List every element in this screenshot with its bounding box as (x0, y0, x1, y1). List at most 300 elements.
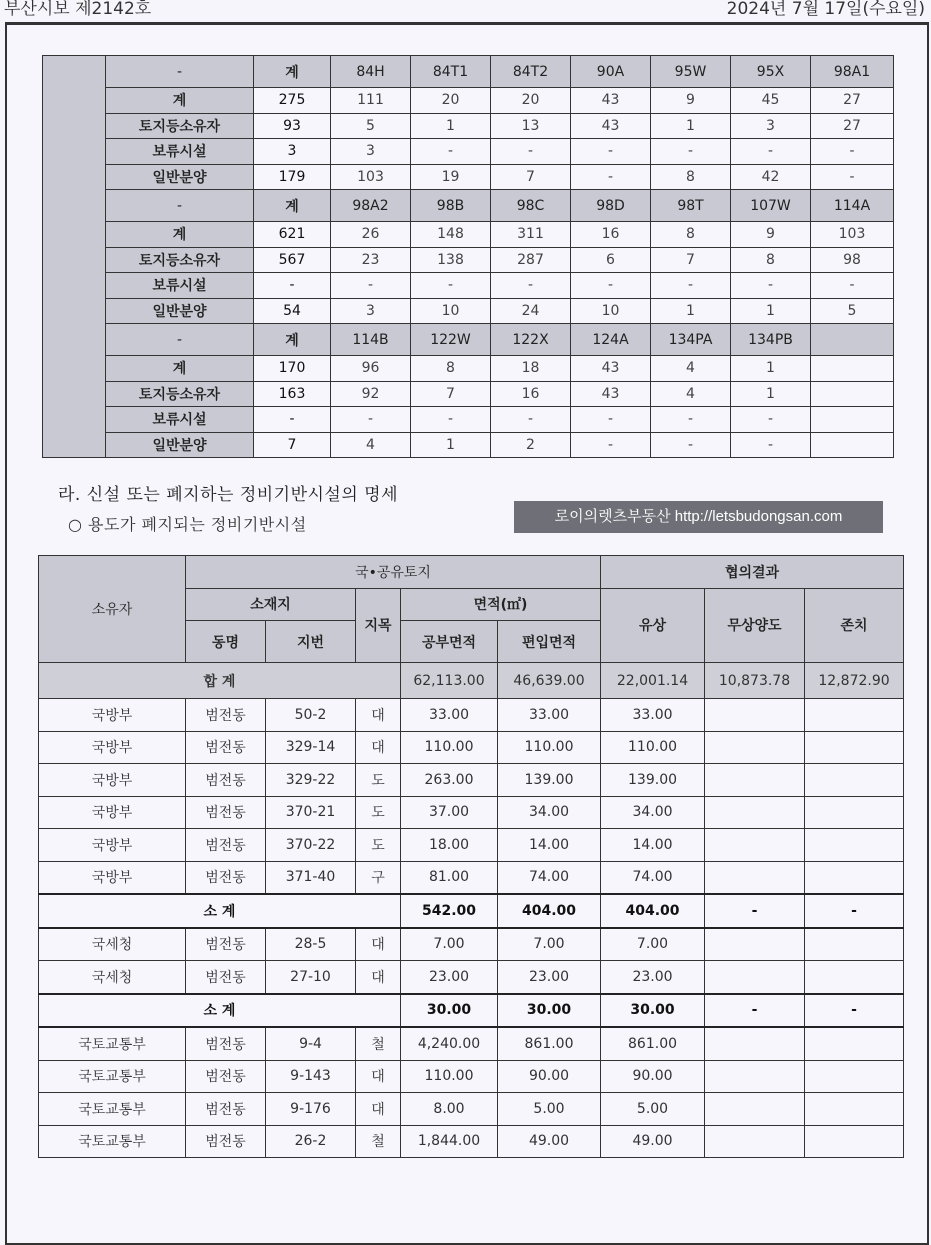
table-cell: 4,240.00 (401, 1027, 498, 1060)
table-cell: 49.00 (498, 1125, 601, 1158)
column-header: 122X (491, 324, 571, 356)
header-free-transfer: 무상양도 (705, 588, 805, 663)
table-cell: 국토교통부 (39, 1060, 186, 1093)
table-cell: 18.00 (401, 829, 498, 862)
table-cell: 43 (571, 356, 651, 382)
row-total-cell: 7 (254, 432, 331, 458)
table-cell: 대 (356, 699, 401, 732)
column-header: 98A1 (811, 56, 894, 88)
row-label: 계 (106, 356, 254, 382)
table-cell: 13 (491, 113, 571, 139)
column-header: 계 (254, 324, 331, 356)
table-row (43, 432, 894, 458)
table-cell: 범전동 (186, 1027, 266, 1060)
table-row (39, 928, 904, 961)
row-label: 계 (106, 222, 254, 248)
table-cell: - (805, 894, 904, 928)
table-cell: - (571, 407, 651, 433)
table-row (43, 381, 894, 407)
table-row (39, 764, 904, 797)
section-subtitle: ○ 용도가 폐지되는 정비기반시설 (68, 515, 307, 534)
table-cell: 구 (356, 861, 401, 894)
column-header: 122W (411, 324, 491, 356)
table-cell: 6 (571, 247, 651, 273)
header-public-land: 국•공유토지 (186, 556, 601, 589)
table-cell: 43 (571, 88, 651, 114)
table-cell (705, 829, 805, 862)
table-cell: 404.00 (601, 894, 705, 928)
table-cell: 370-21 (266, 796, 356, 829)
row-total-cell: 567 (254, 247, 331, 273)
table-cell: 철 (356, 1125, 401, 1158)
total-paid: 22,001.14 (601, 663, 705, 699)
table-cell: - (571, 273, 651, 299)
header-dong: 동명 (186, 621, 266, 663)
table-cell: 1 (651, 113, 731, 139)
table-cell: 8 (731, 247, 811, 273)
row-total-cell: 170 (254, 356, 331, 382)
table-cell (705, 961, 805, 994)
table-cell: 9-176 (266, 1093, 356, 1126)
column-header: 98A2 (331, 190, 411, 222)
table-cell (705, 928, 805, 961)
table-cell: - (731, 432, 811, 458)
column-header: 134PB (731, 324, 811, 356)
table-cell: 7 (411, 381, 491, 407)
table-cell: 5.00 (498, 1093, 601, 1126)
table-cell: 범전동 (186, 1060, 266, 1093)
table-cell: 4 (651, 381, 731, 407)
table-cell: 대 (356, 1060, 401, 1093)
header-lot: 지번 (266, 621, 356, 663)
row-total-cell: - (254, 407, 331, 433)
row-total-cell: 621 (254, 222, 331, 248)
table-cell: - (705, 994, 805, 1028)
table-cell (805, 764, 904, 797)
table-row (39, 1093, 904, 1126)
table-cell: 5 (331, 113, 411, 139)
total-free-transfer: 10,873.78 (705, 663, 805, 699)
table-cell: 도 (356, 796, 401, 829)
table-cell: 범전동 (186, 764, 266, 797)
table-cell (811, 381, 894, 407)
table-cell: 110.00 (401, 731, 498, 764)
table-cell: 26-2 (266, 1125, 356, 1158)
row-total-cell: 3 (254, 139, 331, 165)
table-cell: 90.00 (601, 1060, 705, 1093)
table-cell: 대 (356, 961, 401, 994)
table-cell: 74.00 (498, 861, 601, 894)
table-cell: 404.00 (498, 894, 601, 928)
table-cell: - (651, 273, 731, 299)
table-cell: 33.00 (601, 699, 705, 732)
table-cell: 16 (491, 381, 571, 407)
subtotal-label: 소 계 (39, 994, 401, 1028)
table-cell: 국토교통부 (39, 1125, 186, 1158)
row-total-cell: 275 (254, 88, 331, 114)
table-cell: 1 (411, 113, 491, 139)
table-cell: 14.00 (601, 829, 705, 862)
table-cell: 국방부 (39, 861, 186, 894)
table-cell: 34.00 (601, 796, 705, 829)
table-row (43, 273, 894, 299)
table-cell: 대 (356, 731, 401, 764)
table-cell (705, 764, 805, 797)
table-cell: - (571, 432, 651, 458)
table-cell: 7 (651, 247, 731, 273)
table-cell: 9 (731, 222, 811, 248)
table-cell: - (731, 407, 811, 433)
table-cell: 범전동 (186, 928, 266, 961)
table-cell (805, 796, 904, 829)
table-row (39, 796, 904, 829)
column-header: 98T (651, 190, 731, 222)
table-cell: 7.00 (498, 928, 601, 961)
header-owner: 소유자 (39, 556, 186, 663)
table-cell: 138 (411, 247, 491, 273)
table-cell: 19 (411, 164, 491, 190)
table-cell: 42 (731, 164, 811, 190)
table-cell (805, 1027, 904, 1060)
column-header: 84H (331, 56, 411, 88)
row-total-cell: 179 (254, 164, 331, 190)
table-cell: 국토교통부 (39, 1027, 186, 1060)
table-cell: 국토교통부 (39, 1093, 186, 1126)
header-land-type: 지목 (356, 588, 401, 663)
column-header: 107W (731, 190, 811, 222)
table-cell: 국세청 (39, 928, 186, 961)
table-cell (705, 1125, 805, 1158)
table-cell: 27 (811, 113, 894, 139)
table-cell: 43 (571, 113, 651, 139)
table-cell: 도 (356, 829, 401, 862)
publication-number: 부산시보 제2142호 (4, 0, 152, 19)
table-cell: 311 (491, 222, 571, 248)
table-cell: - (571, 164, 651, 190)
table-row (43, 88, 894, 114)
column-header: 134PA (651, 324, 731, 356)
table-cell: - (491, 407, 571, 433)
blank-column (43, 56, 106, 458)
table-cell: 10 (411, 298, 491, 324)
table-cell: 4 (651, 356, 731, 382)
table-cell: - (491, 139, 571, 165)
table-cell: 대 (356, 928, 401, 961)
table-cell (805, 1093, 904, 1126)
table-cell: 범전동 (186, 861, 266, 894)
header-included-area: 편입면적 (498, 621, 601, 663)
column-header: 95X (731, 56, 811, 88)
table-cell: 27-10 (266, 961, 356, 994)
total-official-area: 62,113.00 (401, 663, 498, 699)
subtotal-label: 소 계 (39, 894, 401, 928)
table-cell (805, 829, 904, 862)
table-cell: 263.00 (401, 764, 498, 797)
table-cell (705, 699, 805, 732)
row-total-cell: - (254, 273, 331, 299)
table-cell: 30.00 (401, 994, 498, 1028)
table-cell: 대 (356, 1093, 401, 1126)
table-cell: 111 (331, 88, 411, 114)
table-cell: 98 (811, 247, 894, 273)
table-cell: - (571, 139, 651, 165)
table-cell: 110.00 (401, 1060, 498, 1093)
table-cell: - (805, 994, 904, 1028)
table-cell: 370-22 (266, 829, 356, 862)
table-cell: 28-5 (266, 928, 356, 961)
table-cell (705, 861, 805, 894)
row-label-header: - (106, 324, 254, 356)
table-cell: 3 (331, 298, 411, 324)
table-cell (705, 1060, 805, 1093)
table-cell: 30.00 (498, 994, 601, 1028)
column-header: 84T1 (411, 56, 491, 88)
table-cell: 103 (331, 164, 411, 190)
table-cell: 국방부 (39, 796, 186, 829)
table-cell: 81.00 (401, 861, 498, 894)
column-header: 114B (331, 324, 411, 356)
table-cell (805, 928, 904, 961)
table-cell: 96 (331, 356, 411, 382)
table-cell: 철 (356, 1027, 401, 1060)
table-cell: - (731, 139, 811, 165)
table-cell: 3 (331, 139, 411, 165)
column-header: 95W (651, 56, 731, 88)
row-label: 보류시설 (106, 273, 254, 299)
table-cell: - (811, 164, 894, 190)
table-cell: 9 (651, 88, 731, 114)
header-location: 소재지 (186, 588, 356, 621)
total-retained: 12,872.90 (805, 663, 904, 699)
table-cell: 329-22 (266, 764, 356, 797)
table-cell (805, 699, 904, 732)
row-total-cell: 163 (254, 381, 331, 407)
row-label: 일반분양 (106, 164, 254, 190)
row-label: 토지등소유자 (106, 113, 254, 139)
table-cell: 2 (491, 432, 571, 458)
table-cell: 7.00 (601, 928, 705, 961)
section-header-row (43, 324, 894, 356)
table-cell (805, 861, 904, 894)
column-header: 98D (571, 190, 651, 222)
table-cell (805, 1125, 904, 1158)
column-header (811, 324, 894, 356)
table-cell: 861.00 (601, 1027, 705, 1060)
table-cell: 16 (571, 222, 651, 248)
row-label-header: - (106, 56, 254, 88)
column-header: 계 (254, 190, 331, 222)
table-row (43, 247, 894, 273)
table-cell: 3 (731, 113, 811, 139)
table-cell: 7 (491, 164, 571, 190)
table-cell (811, 356, 894, 382)
row-total-cell: 93 (254, 113, 331, 139)
table-cell: 49.00 (601, 1125, 705, 1158)
column-header: 계 (254, 56, 331, 88)
table-cell: 542.00 (401, 894, 498, 928)
table-row (43, 164, 894, 190)
table-cell (805, 1060, 904, 1093)
table-row (39, 1125, 904, 1158)
table-cell: 9-4 (266, 1027, 356, 1060)
table-cell: 1 (731, 298, 811, 324)
row-total-cell: 54 (254, 298, 331, 324)
table-row (39, 829, 904, 862)
table-cell: 범전동 (186, 1093, 266, 1126)
header-retained: 존치 (805, 588, 904, 663)
table-cell: 90.00 (498, 1060, 601, 1093)
table-row (39, 861, 904, 894)
table-cell: - (331, 273, 411, 299)
table-cell: 범전동 (186, 731, 266, 764)
column-header: 124A (571, 324, 651, 356)
table-cell: 1 (411, 432, 491, 458)
table-cell: - (811, 139, 894, 165)
table-row (39, 961, 904, 994)
table-cell: 7.00 (401, 928, 498, 961)
table-cell: 20 (411, 88, 491, 114)
table-cell: 23.00 (601, 961, 705, 994)
table-cell: 범전동 (186, 699, 266, 732)
subtotal-row (39, 894, 904, 928)
grand-total-label: 합 계 (39, 663, 401, 699)
table-cell: 34.00 (498, 796, 601, 829)
table-cell: - (651, 139, 731, 165)
table-cell: - (411, 407, 491, 433)
table-cell: 8 (651, 222, 731, 248)
section-header-row (43, 56, 894, 88)
table-cell: 국방부 (39, 731, 186, 764)
table-cell (705, 731, 805, 764)
table-cell: 9-143 (266, 1060, 356, 1093)
table-cell: 329-14 (266, 731, 356, 764)
table-cell: 범전동 (186, 1125, 266, 1158)
column-header: 114A (811, 190, 894, 222)
table-cell: - (491, 273, 571, 299)
table-cell: 23.00 (401, 961, 498, 994)
table-cell (811, 407, 894, 433)
table-cell: 8.00 (401, 1093, 498, 1126)
table-cell (805, 731, 904, 764)
table-cell: 범전동 (186, 829, 266, 862)
table-cell: 5.00 (601, 1093, 705, 1126)
table-cell: - (651, 432, 731, 458)
row-label: 보류시설 (106, 407, 254, 433)
row-label-header: - (106, 190, 254, 222)
table-row (43, 407, 894, 433)
column-header: 90A (571, 56, 651, 88)
table-cell: 국세청 (39, 961, 186, 994)
table-cell (805, 961, 904, 994)
table-row (39, 1060, 904, 1093)
row-label: 보류시설 (106, 139, 254, 165)
table-cell: 26 (331, 222, 411, 248)
table-cell (811, 432, 894, 458)
row-label: 일반분양 (106, 298, 254, 324)
table-cell: 1 (731, 381, 811, 407)
row-label: 토지등소유자 (106, 247, 254, 273)
table-cell: 30.00 (601, 994, 705, 1028)
table-cell: 37.00 (401, 796, 498, 829)
column-header: 84T2 (491, 56, 571, 88)
table-cell: 23 (331, 247, 411, 273)
row-label: 계 (106, 88, 254, 114)
table-cell: 10 (571, 298, 651, 324)
table-cell: - (705, 894, 805, 928)
table-cell: 1,844.00 (401, 1125, 498, 1158)
table-cell: 8 (411, 356, 491, 382)
column-header: 98B (411, 190, 491, 222)
table-cell: 20 (491, 88, 571, 114)
table-cell (705, 1027, 805, 1060)
table-cell: 50-2 (266, 699, 356, 732)
table-cell: 4 (331, 432, 411, 458)
table-row (43, 139, 894, 165)
table-cell: 43 (571, 381, 651, 407)
table-cell: 1 (651, 298, 731, 324)
table-cell (705, 1093, 805, 1126)
table-row (39, 699, 904, 732)
table-row (43, 298, 894, 324)
table-cell: 국방부 (39, 829, 186, 862)
table-cell: 139.00 (601, 764, 705, 797)
table-cell: 45 (731, 88, 811, 114)
subtotal-row (39, 994, 904, 1028)
table-cell: 103 (811, 222, 894, 248)
table-cell: - (651, 407, 731, 433)
table-cell: - (811, 273, 894, 299)
section-header-row (43, 190, 894, 222)
publication-date: 2024년 7월 17일(수요일) (726, 0, 925, 19)
table-cell: - (331, 407, 411, 433)
table-cell: - (731, 273, 811, 299)
table-cell: 33.00 (498, 699, 601, 732)
watermark-banner: 로이의렛츠부동산 http://letsbudongsan.com (514, 501, 883, 533)
header-row-1 (39, 556, 904, 589)
table-cell: 287 (491, 247, 571, 273)
table-cell: - (411, 273, 491, 299)
table-cell: 국방부 (39, 764, 186, 797)
grand-total-row (39, 663, 904, 699)
table-cell: 74.00 (601, 861, 705, 894)
header-official-area: 공부면적 (401, 621, 498, 663)
table-row (43, 113, 894, 139)
table-cell: 23.00 (498, 961, 601, 994)
table-cell: 371-40 (266, 861, 356, 894)
table-cell: 110.00 (498, 731, 601, 764)
table-row (43, 356, 894, 382)
table-row (39, 1027, 904, 1060)
table-row (39, 731, 904, 764)
table-cell: 도 (356, 764, 401, 797)
table-cell: 92 (331, 381, 411, 407)
table-cell: 148 (411, 222, 491, 248)
section-title: 라. 신설 또는 폐지하는 정비기반시설의 명세 (58, 485, 399, 505)
table-cell: 1 (731, 356, 811, 382)
table-cell: 18 (491, 356, 571, 382)
table-cell: 범전동 (186, 961, 266, 994)
table-cell: 33.00 (401, 699, 498, 732)
row-label: 일반분양 (106, 432, 254, 458)
table-cell: 범전동 (186, 796, 266, 829)
table-cell: 24 (491, 298, 571, 324)
table-cell: 8 (651, 164, 731, 190)
table-cell: - (411, 139, 491, 165)
header-consult-result: 협의결과 (601, 556, 904, 589)
table-cell: 110.00 (601, 731, 705, 764)
row-label: 토지등소유자 (106, 381, 254, 407)
table-row (43, 222, 894, 248)
